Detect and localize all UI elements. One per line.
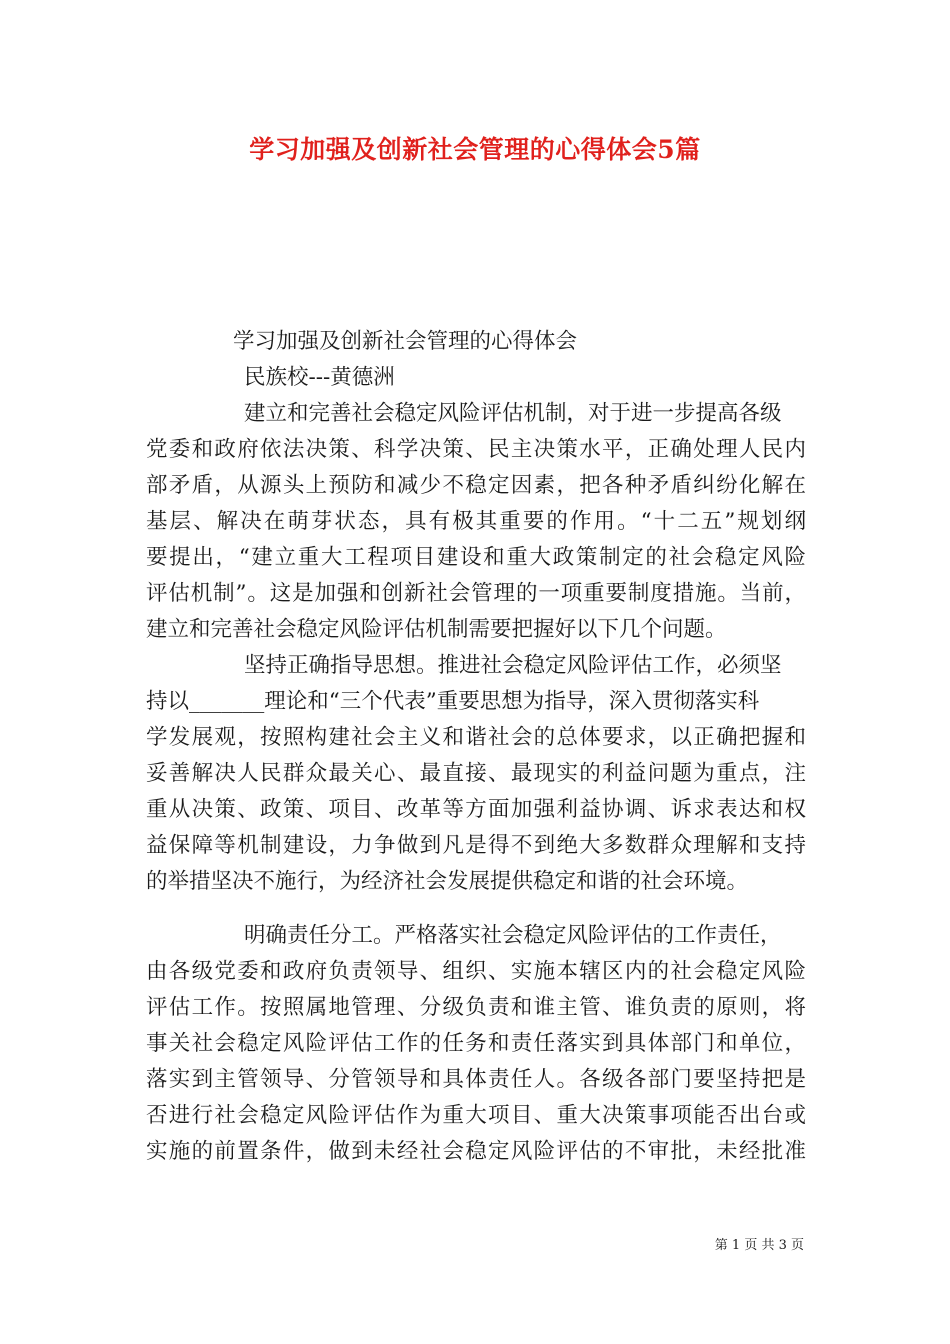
paragraph-line: 落实到主管领导、分管领导和具体责任人。各级各部门要坚持把是 [146,1067,806,1092]
paragraph-line: 评估工作。按照属地管理、分级负责和谁主管、谁负责的原则，将 [146,995,806,1020]
paragraph-line: 建立和完善社会稳定风险评估机制需要把握好以下几个问题。 [146,617,727,642]
paragraph-line: 明确责任分工。严格落实社会稳定风险评估的工作责任， [244,923,782,948]
paragraph-line: 党委和政府依法决策、科学决策、民主决策水平，正确处理人民内 [146,437,806,462]
paragraph-line: 事关社会稳定风险评估工作的任务和责任落实到具体部门和单位， [146,1031,806,1056]
paragraph-line: 评估机制”。这是加强和创新社会管理的一项重要制度措施。当前， [146,581,806,606]
paragraph-line: 妥善解决人民群众最关心、最直接、最现实的利益问题为重点，注 [146,761,806,786]
article-subtitle: 学习加强及创新社会管理的心得体会 [233,329,578,354]
paragraph-line: 由各级党委和政府负责领导、组织、实施本辖区内的社会稳定风险 [146,959,806,984]
paragraph-line: 建立和完善社会稳定风险评估机制，对于进一步提高各级 [244,401,782,426]
article-author: 民族校---黄德洲 [244,365,395,390]
paragraph-line: 益保障等机制建设，力争做到凡是得不到绝大多数群众理解和支持 [146,833,806,858]
paragraph-line: 实施的前置条件，做到未经社会稳定风险评估的不审批，未经批准 [146,1139,806,1164]
paragraph-line: 重从决策、政策、项目、改革等方面加强利益协调、诉求表达和权 [146,797,806,822]
paragraph-line: 部矛盾，从源头上预防和减少不稳定因素，把各种矛盾纠纷化解在 [146,473,806,498]
paragraph-line: 基层、解决在萌芽状态，具有极其重要的作用。“十二五”规划纲 [146,509,806,534]
page-title: 学习加强及创新社会管理的心得体会5篇 [249,135,701,164]
paragraph-line: 持以_______理论和“三个代表”重要思想为指导，深入贯彻落实科 [146,689,760,714]
paragraph-line: 否进行社会稳定风险评估作为重大项目、重大决策事项能否出台或 [146,1103,806,1128]
page-number: 第 1 页 共 3 页 [714,1238,804,1253]
paragraph-line: 要提出，“建立重大工程项目建设和重大政策制定的社会稳定风险 [146,545,806,570]
paragraph-line: 的举措坚决不施行，为经济社会发展提供稳定和谐的社会环境。 [146,869,749,894]
paragraph-line: 学发展观，按照构建社会主义和谐社会的总体要求，以正确把握和 [146,725,806,750]
paragraph-line: 坚持正确指导思想。推进社会稳定风险评估工作，必须坚 [244,653,782,678]
